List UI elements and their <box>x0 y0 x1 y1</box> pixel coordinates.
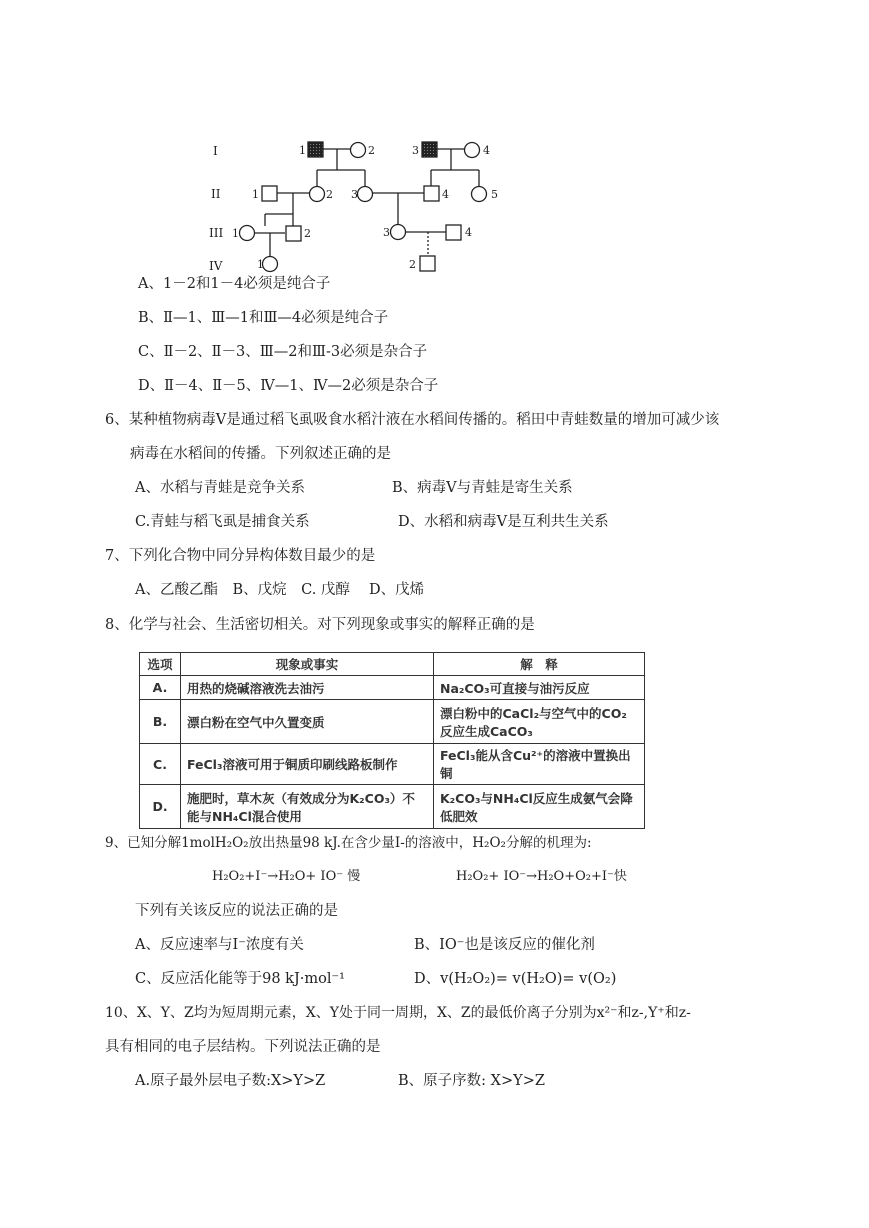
q7-stem: 7、下列化合物中同分异构体数目最少的是 <box>105 548 376 564</box>
q5-option-a: A、1－2和1－4必须是纯合子 <box>138 276 331 292</box>
table-row <box>140 744 645 785</box>
ped-num-I3: 3 <box>412 144 419 157</box>
generation-label-3: III <box>209 226 224 240</box>
q6-option-a: A、水稻与青蛙是竞争关系 <box>135 480 305 496</box>
table-header-row <box>140 653 645 676</box>
female-IV1 <box>263 257 278 272</box>
q10-stem-line2: 具有相同的电子层结构。下列说法正确的是 <box>105 1039 381 1055</box>
q6-option-b: B、病毒V与青蛙是寄生关系 <box>392 480 573 496</box>
male-IV2 <box>420 256 435 271</box>
q5-option-c: C、Ⅱ－2、Ⅱ－3、Ⅲ—2和Ⅲ-3必须是杂合子 <box>138 344 428 360</box>
q9-option-b: B、IO⁻也是该反应的催化剂 <box>414 937 595 953</box>
row-option: D. <box>140 785 181 829</box>
table-row <box>140 700 645 744</box>
female-III1 <box>240 226 255 241</box>
q10-option-b: B、原子序数: X>Y>Z <box>398 1073 545 1089</box>
ped-num-III2: 2 <box>304 227 311 240</box>
q8-table <box>139 652 645 829</box>
ped-num-IV2: 2 <box>409 258 416 271</box>
q10-option-a: A.原子最外层电子数:X>Y>Z <box>135 1073 326 1089</box>
ped-num-II3: 3 <box>351 188 358 201</box>
generation-label-1: I <box>213 144 218 158</box>
row-fact: 施肥时，草木灰（有效成分为K₂CO₃）不能与NH₄Cl混合使用 <box>181 785 434 829</box>
pedigree-diagram <box>195 128 515 278</box>
header-fact: 现象或事实 <box>181 653 434 676</box>
female-III3 <box>391 225 406 240</box>
q9-stem: 9、已知分解1molH₂O₂放出热量98 kJ.在含少量I-的溶液中，H₂O₂分解的机理为: <box>105 835 592 851</box>
row-fact: 漂白粉在空气中久置变质 <box>181 700 434 744</box>
ped-num-I1: 1 <box>299 144 306 157</box>
ped-num-I4: 4 <box>483 144 490 157</box>
table-row <box>140 676 645 700</box>
female-II3 <box>358 187 373 202</box>
female-II2 <box>310 187 325 202</box>
row-explain: FeCl₃能从含Cu²⁺的溶液中置换出铜 <box>434 744 645 785</box>
ped-num-III3: 3 <box>383 226 390 239</box>
header-option: 选项 <box>140 653 181 676</box>
row-explain: K₂CO₃与NH₄Cl反应生成氨气会降低肥效 <box>434 785 645 829</box>
female-I4 <box>465 143 480 158</box>
affected-male-I3 <box>422 142 437 157</box>
generation-label-4: IV <box>209 259 223 273</box>
ped-num-II4: 4 <box>442 188 449 201</box>
row-option: C. <box>140 744 181 785</box>
male-III4 <box>446 225 461 240</box>
q9-equation-2: H₂O₂+ IO⁻→H₂O+O₂+I⁻快 <box>456 869 627 884</box>
q5-option-d: D、Ⅱ－4、Ⅱ－5、Ⅳ—1、Ⅳ—2必须是杂合子 <box>138 378 439 394</box>
q7-options: A、乙酸乙酯 B、戊烷 C. 戊醇 D、戊烯 <box>135 582 425 598</box>
q6-option-d: D、水稻和病毒V是互利共生关系 <box>398 514 609 530</box>
q5-option-b: B、Ⅱ—1、Ⅲ—1和Ⅲ—4必须是纯合子 <box>138 310 389 326</box>
ped-num-I2: 2 <box>368 144 375 157</box>
table-row <box>140 785 645 829</box>
ped-num-III4: 4 <box>465 226 472 239</box>
header-explain: 解 释 <box>434 653 645 676</box>
q9-substem: 下列有关该反应的说法正确的是 <box>135 903 338 919</box>
q10-stem-line1: 10、X、Y、Z均为短周期元素，X、Y处于同一周期，X、Z的最低价离子分别为x²⁻和z-,Y⁺和z- <box>105 1005 691 1021</box>
female-II5 <box>472 187 487 202</box>
row-option: B. <box>140 700 181 744</box>
male-II4 <box>424 186 439 201</box>
q6-option-c: C.青蛙与稻飞虱是捕食关系 <box>135 514 310 530</box>
ped-num-III1: 1 <box>232 227 239 240</box>
row-explain: 漂白粉中的CaCl₂与空气中的CO₂反应生成CaCO₃ <box>434 700 645 744</box>
row-fact: FeCl₃溶液可用于铜质印刷线路板制作 <box>181 744 434 785</box>
ped-num-IV1: 1 <box>257 258 264 271</box>
row-explain: Na₂CO₃可直接与油污反应 <box>434 676 645 700</box>
ped-num-II1: 1 <box>252 188 259 201</box>
ped-num-II2: 2 <box>326 188 333 201</box>
q9-option-d: D、v(H₂O₂)= v(H₂O)= v(O₂) <box>414 971 617 987</box>
female-I2 <box>351 143 366 158</box>
male-III2 <box>286 226 301 241</box>
q6-stem-line1: 6、某种植物病毒V是通过稻飞虱吸食水稻汁液在水稻间传播的。稻田中青蛙数量的增加可减少该 <box>105 412 720 428</box>
affected-male-I1 <box>308 142 323 157</box>
row-fact: 用热的烧碱溶液洗去油污 <box>181 676 434 700</box>
male-II1 <box>262 186 277 201</box>
row-option: A. <box>140 676 181 700</box>
generation-label-2: II <box>211 187 221 201</box>
q9-option-a: A、反应速率与I⁻浓度有关 <box>135 937 304 953</box>
ped-num-II5: 5 <box>491 188 498 201</box>
q8-stem: 8、化学与社会、生活密切相关。对下列现象或事实的解释正确的是 <box>105 617 535 633</box>
q6-stem-line2: 病毒在水稻间的传播。下列叙述正确的是 <box>130 446 391 462</box>
q9-option-c: C、反应活化能等于98 kJ·mol⁻¹ <box>135 971 345 987</box>
q9-equation-1: H₂O₂+I⁻→H₂O+ IO⁻ 慢 <box>212 869 361 884</box>
